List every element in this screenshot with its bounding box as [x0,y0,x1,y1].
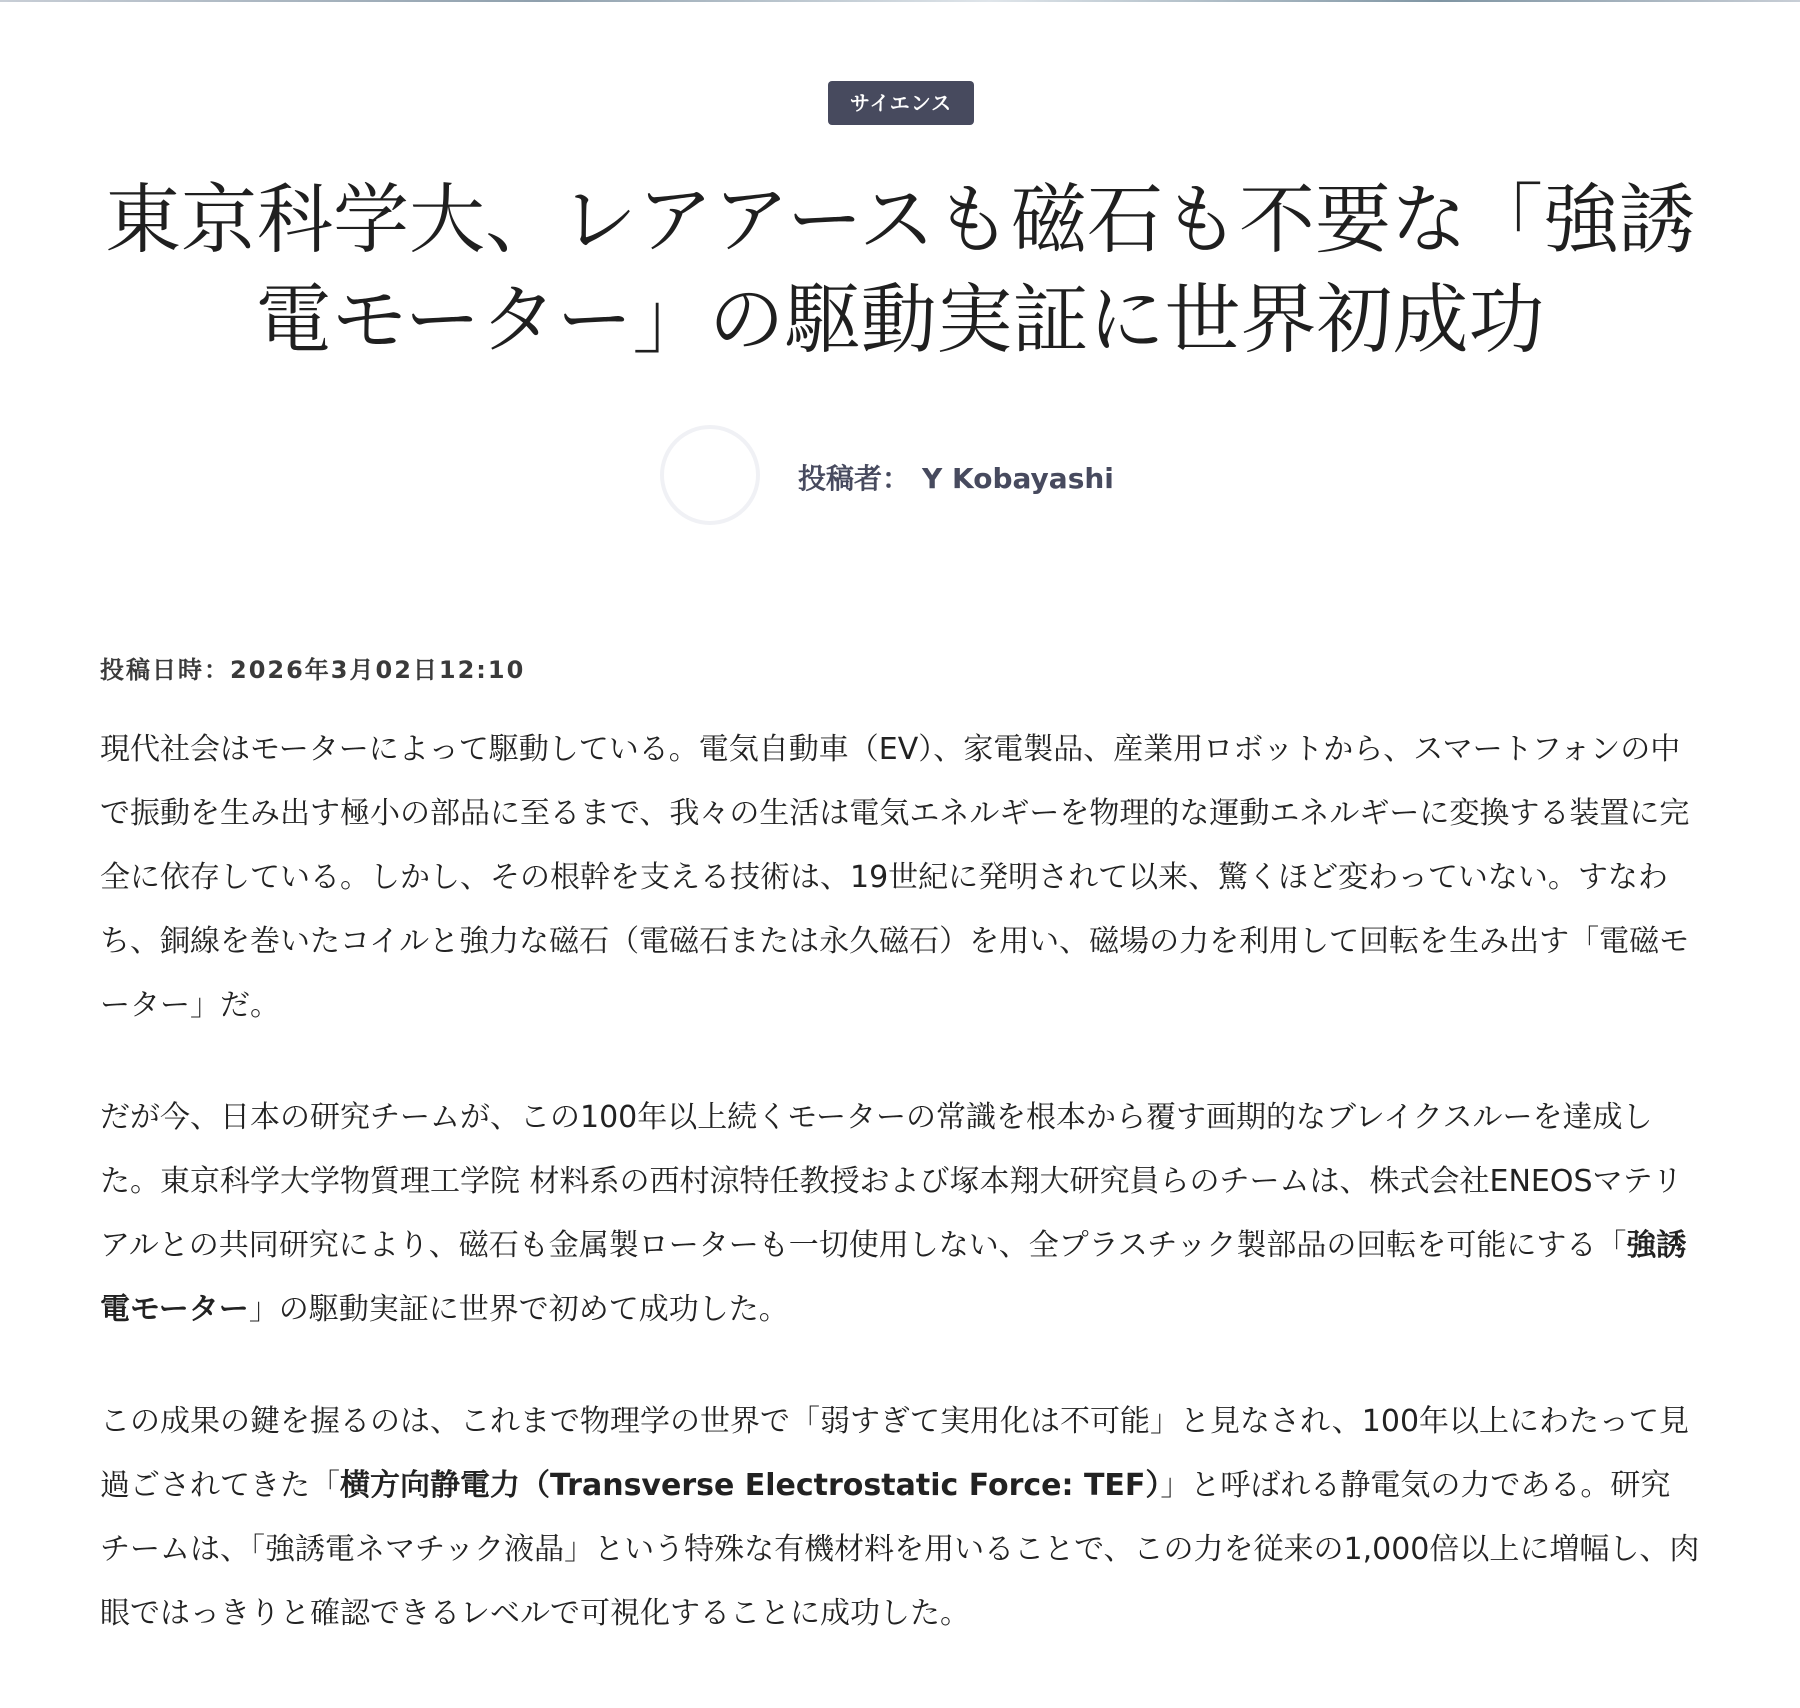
paragraph-3-bold-term: 横方向静電力（Transverse Electrostatic Force: TEF） [340,1468,1161,1503]
author-name[interactable]: Y Kobayashi [922,462,1114,495]
article-title: 東京科学大、レアアースも磁石も不要な「強誘電モーター」の駆動実証に世界初成功 [105,175,1695,364]
author-byline [798,457,1114,497]
paragraph-1: 現代社会はモーターによって駆動している。電気自動車（EV）、家電製品、産業用ロボットから、スマートフォンの中で振動を生み出す極小の部品に至るまで、我々の生活は電気エネルギーを物理的な運動エネルギーに変換する装置に完全に依存している。しかし、その根幹を支える技術は、19世紀に発明されて以来、驚くほど変わっていない。すなわち、銅線を巻いたコイルと強力な磁石（電磁石または永久磁石）を用い、磁場の力を利用して回転を生み出す「電磁モーター」だ。 [100,732,1690,1023]
author-avatar[interactable] [660,425,760,525]
top-decorative-strip [0,0,1800,2]
paragraph-2 [100,1086,1700,1342]
paragraph-2-bold-term: 強誘電モーター [100,1228,1687,1327]
paragraph-3-text-b: 」と呼ばれる静電気の力である。研究チームは、「強誘電ネマチック液晶」という特殊な有機材料を用いることで、この力を従来の1,000倍以上に増幅し、肉眼ではっきりと確認できるレベルで可視化することに成功した。 [100,1468,1700,1631]
paragraph-3 [100,1390,1700,1646]
paragraph-3-text-a: この成果の鍵を握るのは、これまで物理学の世界で「弱すぎて実用化は不可能」と見なされ、100年以上にわたって見過ごされてきた「 [100,1404,1690,1503]
author-label: 投稿者： [798,462,911,495]
post-date-value: 2026年3月02日12:10 [230,656,526,684]
paragraph-2-text-b: 」の駆動実証に世界で初めて成功した。 [248,1292,789,1327]
post-date-label: 投稿日時： [100,656,230,684]
paragraph-2-text-a: だが今、日本の研究チームが、この100年以上続くモーターの常識を根本から覆す画期的なブレイクスルーを達成した。東京科学大学物質理工学院 材料系の西村涼特任教授および塚本翔大研究員らのチームは、株式会社ENEOSマテリアルとの共同研究により、磁石も金属製ローターも一切使用しない、全プラスチック製部品の回転を可能にする「 [100,1100,1683,1263]
article-body [100,640,1700,1694]
category-badge[interactable]: サイエンス [828,81,974,125]
post-date [100,640,1700,700]
